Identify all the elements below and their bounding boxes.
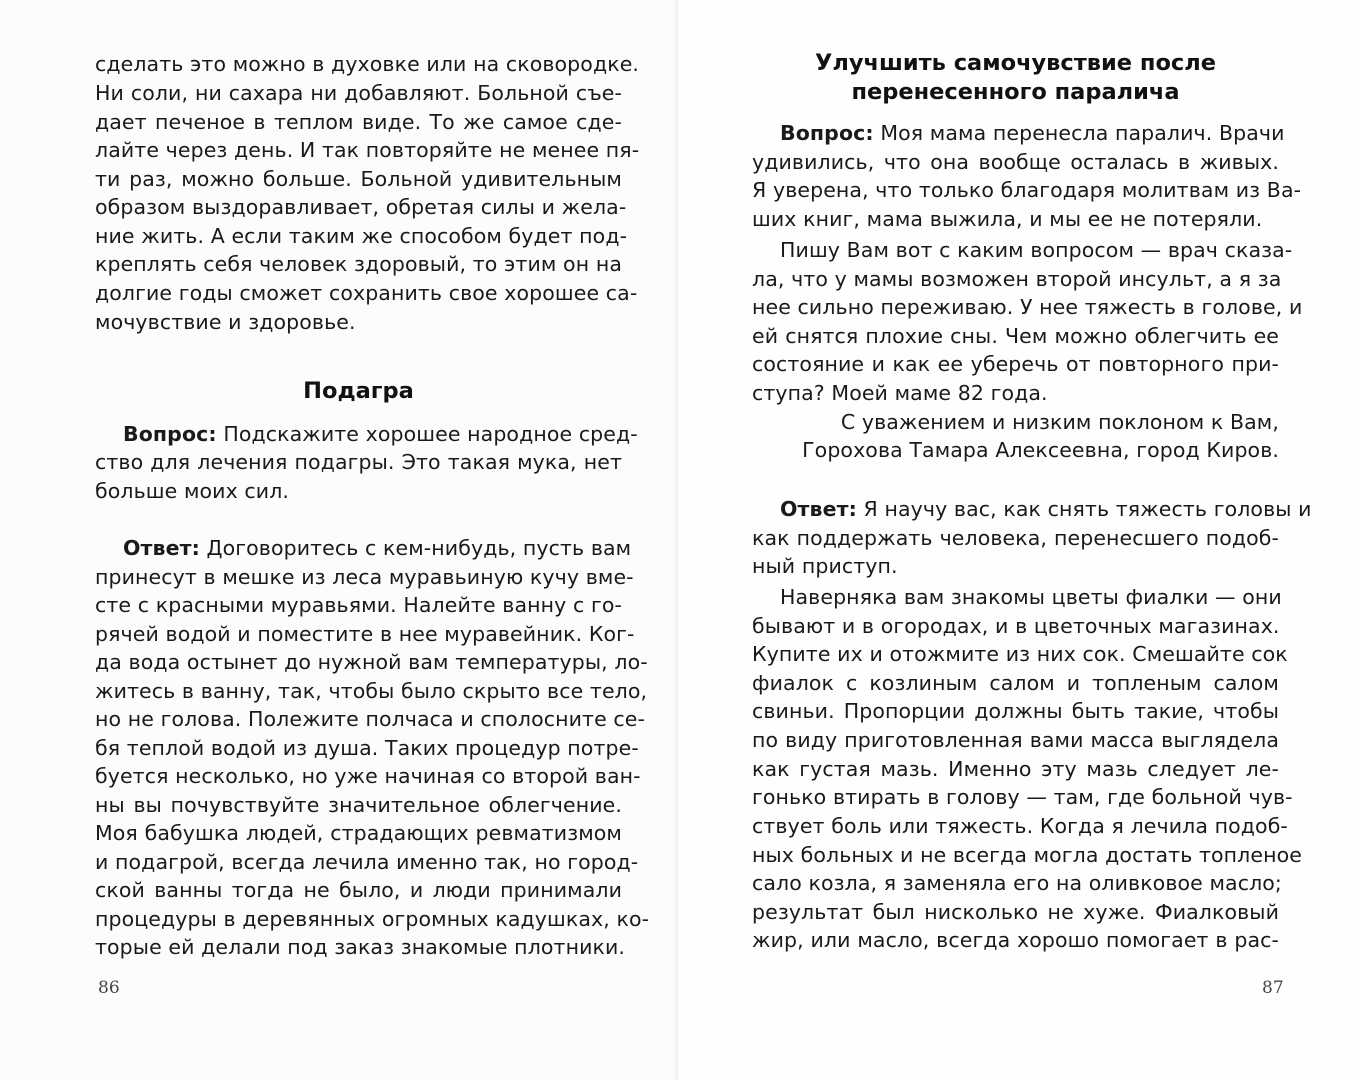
text-line: процедуры в деревянных огромных кадушках, ко- bbox=[95, 907, 650, 931]
answer-line bbox=[123, 534, 632, 563]
section-heading-line2: перенесенного паралича bbox=[851, 79, 1180, 105]
text-line: Моя бабушка людей, страдающих ревматизмом bbox=[95, 821, 622, 845]
text-line: торые ей делали под заказ знакомые плотники. bbox=[95, 935, 626, 959]
page-number-left: 86 bbox=[98, 978, 120, 998]
text-line: ступа? Моей маме 82 года. bbox=[752, 381, 1048, 405]
text-line: принесут в мешке из леса муравьиную кучу вме- bbox=[95, 565, 634, 589]
text-line: Ни соли, ни сахара ни добавляют. Больной съе- bbox=[95, 81, 622, 105]
text-line: буется несколько, но уже начиная со второй ван- bbox=[95, 764, 641, 788]
text-line: ствует боль или тяжесть. Когда я лечила подоб- bbox=[752, 814, 1288, 838]
text-line: нее сильно переживаю. У нее тяжесть в голове, и bbox=[752, 295, 1303, 319]
text-line: ство для лечения подагры. Это такая мука, нет bbox=[95, 450, 622, 474]
text-line: ны вы почувствуйте значительное облегчение. bbox=[95, 793, 622, 817]
text-line: да вода остынет до нужной вам температуры, ло- bbox=[95, 650, 648, 674]
text-line: по виду приготовленная вами масса выглядела bbox=[752, 728, 1279, 752]
signature-line: С уважением и низким поклоном к Вам, bbox=[840, 410, 1279, 434]
section-heading-line1: Улучшить самочувствие после bbox=[815, 50, 1216, 76]
text-line: рячей водой и поместите в нее муравейник. Ког- bbox=[95, 622, 635, 646]
text-line: ла, что у мамы возможен второй инсульт, а я за bbox=[752, 267, 1282, 291]
text-line: как густая мазь. Именно эту мазь следует ле- bbox=[752, 757, 1279, 781]
text-line: ших книг, мама выжила, и мы ее не потеряли. bbox=[752, 207, 1263, 231]
text-line: ской ванны тогда не было, и люди принимали bbox=[95, 878, 622, 902]
text-line: сделать это можно в духовке или на сковородке. bbox=[95, 52, 640, 76]
text-line: ние жить. А если таким же способом будет под- bbox=[95, 224, 628, 248]
text-line: житесь в ванну, так, чтобы было скрыто все тело, bbox=[95, 679, 648, 703]
text-line: Пишу Вам вот с каким вопросом — врач сказа- bbox=[780, 238, 1293, 262]
text-line: жир, или масло, всегда хорошо помогает в рас- bbox=[752, 928, 1279, 952]
section-heading-gout: Подагра bbox=[303, 378, 414, 404]
text-line: Наверняка вам знакомы цветы фиалки — они bbox=[780, 585, 1282, 609]
text-line: Я уверена, что только благодаря молитвам из Ва- bbox=[752, 178, 1302, 202]
text-line: ный приступ. bbox=[752, 554, 898, 578]
text-line: Купите их и отожмите из них сок. Смешайте сок bbox=[752, 642, 1288, 666]
text-line: бя теплой водой из душа. Таких процедур потре- bbox=[95, 736, 639, 760]
text-line: как поддержать человека, перенесшего подоб- bbox=[752, 526, 1279, 550]
text-line: удивились, что она вообще осталась в живых. bbox=[752, 150, 1279, 174]
answer-line bbox=[780, 495, 1312, 524]
text-line: сте с красными муравьями. Налейте ванну с го- bbox=[95, 593, 622, 617]
text-line: лайте через день. И так повторяйте не менее пя- bbox=[95, 138, 640, 162]
text-line: гонько втирать в голову — там, где больной чув- bbox=[752, 785, 1293, 809]
page-number-right: 87 bbox=[1262, 978, 1284, 998]
text-line: фиалок с козлиным салом и топленым салом bbox=[752, 671, 1279, 695]
text-line: ей снятся плохие сны. Чем можно облегчить ее bbox=[752, 324, 1279, 348]
text-line: креплять себя человек здоровый, то этим он на bbox=[95, 252, 622, 276]
question-label: Вопрос: bbox=[123, 422, 217, 446]
text-line: ных больных и не всегда могла достать топленое bbox=[752, 843, 1302, 867]
text-line: мочувствие и здоровье. bbox=[95, 310, 356, 334]
answer-text: Договоритесь с кем-нибудь, пусть вам bbox=[206, 536, 632, 560]
answer-label: Ответ: bbox=[780, 497, 857, 521]
text-line: свиньи. Пропорции должны быть такие, чтобы bbox=[752, 699, 1279, 723]
text-line: бывают и в огородах, и в цветочных магазинах. bbox=[752, 614, 1280, 638]
text-line: долгие годы сможет сохранить свое хорошее са- bbox=[95, 281, 638, 305]
signature-name: Горохова Тамара Алексеевна, город Киров. bbox=[802, 438, 1279, 462]
text-line: образом выздоравливает, обретая силы и жела- bbox=[95, 195, 627, 219]
question-line bbox=[123, 420, 638, 449]
answer-text: Я научу вас, как снять тяжесть головы и bbox=[863, 497, 1312, 521]
text-line: больше моих сил. bbox=[95, 479, 290, 503]
text-line: ти раз, можно больше. Больной удивительным bbox=[95, 167, 622, 191]
text-line: состояние и как ее уберечь от повторного при- bbox=[752, 352, 1279, 376]
text-line: и подагрой, всегда лечила именно так, но город- bbox=[95, 850, 639, 874]
question-text: Моя мама перенесла паралич. Врачи bbox=[880, 121, 1285, 145]
text-line: дает печеное в теплом виде. То же самое сде- bbox=[95, 110, 622, 134]
text-line: но не голова. Полежите полчаса и сполосните се- bbox=[95, 707, 645, 731]
text-line: результат был нисколько не хуже. Фиалковый bbox=[752, 900, 1279, 924]
answer-label: Ответ: bbox=[123, 536, 200, 560]
question-line bbox=[780, 119, 1285, 148]
question-text: Подскажите хорошее народное сред- bbox=[223, 422, 638, 446]
question-label: Вопрос: bbox=[780, 121, 874, 145]
text-line: сало козла, я заменяла его на оливковое масло; bbox=[752, 871, 1282, 895]
